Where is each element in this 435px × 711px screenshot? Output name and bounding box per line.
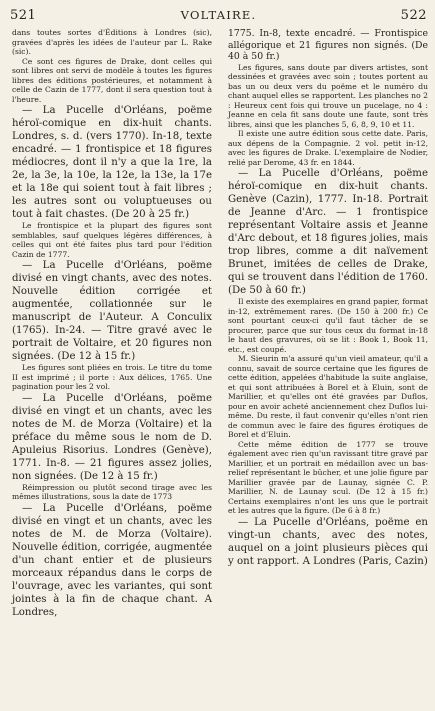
note-paragraph: Les figures, sans doute par divers artistes, sont dessinées et gravées avec soin ; toutes portent au bas un ou deux vers du poëme et le numéro du chant auquel elles se rapportent. Les planches no 2 : Heureux cent fois qui trouve un pucelage, no 4 : Jeanne en cela fit sans doute une faute, sont très libres, ainsi que les planches 5, 6, 8, 9, 10 et 11.	[228, 62, 428, 129]
bibliographic-entry: — La Pucelle d'Orléans, poëme héroï-comique en dix-huit chants. Genève (Cazin), 1777. In-18. Portrait de Jeanne d'Arc. — 1 frontispice représentant Voltaire assis et Jeanne d'Arc debout, et 18 figures jolies, mais trop libres, comme a dit naïvement Brunet, imitées de celles de Drake, qui se trouvent dans l'édition de 1760. (De 50 à 60 fr.)	[228, 168, 428, 297]
bibliographic-entry: — La Pucelle d'Orléans, poëme divisé en vingt chants, avec des notes. Nouvelle édition corrigée et augmentée, collationnée sur le manuscript de l'Auteur. A Conculix (1765). In-24. — Titre gravé avec le portrait de Voltaire, et 20 figures non signées. (De 12 à 15 fr.)	[12, 260, 212, 362]
note-paragraph: Réimpression ou plutôt second tirage avec les mêmes illustrations, sous la date de 1773	[12, 482, 212, 501]
note-paragraph: M. Sieurin m'a assuré qu'un vieil amateur, qu'il a connu, savait de source certaine que les figures de cette édition, appelées d'habitude la suite anglaise, et qui sont attribuées à Borel et à Eluin, sont de Marillier, et qu'elles ont été gravées par Duflos, pour en avoir acheté anciennement chez Duflos lui-même. Du reste, il faut convenir qu'elles n'ont rien de commun avec le faire des figures érotiques de Borel et d'Eluin.	[228, 354, 428, 440]
note-paragraph: Ce sont ces figures de Drake, dont celles qui sont libres ont servi de modèle à toutes les figures libres des éditions postérieures, et notamment à celle de Cazin de 1777, dont il sera question tout à l'heure.	[12, 56, 212, 104]
bibliographic-entry: — La Pucelle d'Orléans, poëme héroï-comique en dix-huit chants. Londres, s. d. (vers 1770). In-18, texte encadré. — 1 frontispice et 18 figures médiocres, dont il n'y a que la 1re, la 2e, la 3e, la 10e, la 12e, la 13e, la 17e et la 18e qui soient tout à fait libres ; les autres sont ou voluptueuses ou tout à fait chastes. (De 20 à 25 fr.)	[12, 105, 212, 220]
bibliographic-entry: 1775. In-8, texte encadré. — Frontispice allégorique et 21 figures non signés. (De 40 à 50 fr.)	[228, 28, 428, 63]
note-paragraph: Cette même édition de 1777 se trouve également avec rien qu'un ravissant titre gravé par Marillier, et un portrait en médaillon avec un bas-relief représentant le bûcher, et une jolie figure par Marillier gravée par de Launay, signée C. P. Marillier, N. de Launay scul. (De 12 à 15 fr.) Certains exemplaires n'ont les uns que le portrait et les autres que la figure. (De 6 à 8 fr.)	[228, 439, 428, 516]
right-column	[228, 28, 428, 568]
note-paragraph: Les figures sont pliées en trois. Le titre du tome II est imprimé ; il porte : Aux délices, 1765. Une pagination pour les 2 vol.	[12, 363, 212, 391]
bibliographic-entry: — La Pucelle d'Orléans, poëme divisé en vingt et un chants, avec les notes de M. de Morza (Voltaire) et la préface du même sous le nom de D. Apuleius Risorius. Londres (Genève), 1771. In-8. — 21 figures assez jolies, non signées. (De 12 à 15 fr.)	[12, 392, 212, 482]
page-number-right: 522	[400, 8, 427, 23]
bibliographic-entry: — La Pucelle d'Orléans, poëme en vingt-un chants, avec des notes, auquel on a joint plusieurs pièces qui y ont rapport. A Londres (Paris, Cazin)	[228, 516, 428, 567]
page-number-left: 521	[10, 8, 37, 23]
running-title: VOLTAIRE.	[180, 8, 257, 22]
note-paragraph: Il existe des exemplaires en grand papier, format in-12, extrêmement rares. (De 150 à 200 fr.) Ce sont pourtant ceux-ci qu'il faut tâcher de se procurer, parce que sur tous ceux du format in-18 le haut des gravures, où se lit : Book 1, Book 11, etc., est coupé.	[228, 297, 428, 354]
note-paragraph: Il existe une autre édition sous cette date. Paris, aux dépens de la Compagnie. 2 vol. petit in-12, avec les figures de Drake. L'exemplaire de Nodier, relié par Derome, 43 fr. en 1844.	[228, 129, 428, 167]
note-paragraph: Le frontispice et la plupart des figures sont semblables, sauf quelques légères différences, à celles qui ont été faites plus tard pour l'édition Cazin de 1777.	[12, 221, 212, 259]
note-paragraph: dans toutes sortes d'Éditions à Londres (sic), gravées d'après les idées de l'auteur par L. Rake (sic).	[12, 28, 212, 56]
page-header	[10, 8, 427, 26]
left-column	[12, 28, 212, 619]
bibliographic-entry: — La Pucelle d'Orléans, poëme divisé en vingt et un chants, avec les notes de M. de Morza (Voltaire). Nouvelle édition, corrigée, augmentée d'un chant entier et de plusieurs morceaux répandus dans le corps de l'ouvrage, avec les variantes, qui sont jointes à la fin de chaque chant. A Londres,	[12, 502, 212, 618]
